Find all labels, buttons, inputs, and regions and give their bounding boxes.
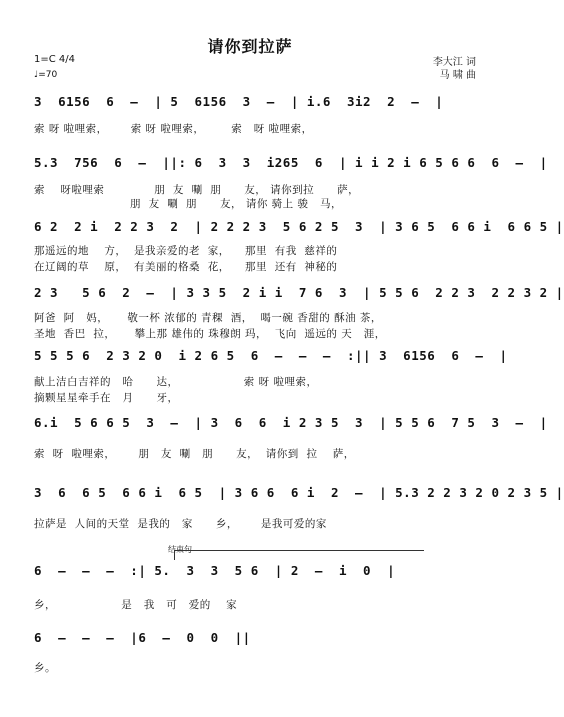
notation-row-7: 3 6 6 5 6 6 i 6 5 | 3 6 6 6 i 2 – | 5.3 2 2 3 2 0 2 3 5 | — [34, 485, 564, 500]
key-signature: 1=C 4/4 — [34, 54, 75, 65]
lyric-row-4-line-1: 阿爸 阿 妈， 敬一杯 浓郁的 青稞 酒， 喝一碗 香甜的 酥油 茶， — [34, 312, 382, 324]
notation-row-6: 6.i 5 6 6 5 3 – | 3 6 6 i 2 3 5 3 | 5 5 6 7 5 3 – | — [34, 415, 548, 430]
lyric-row-5-line-1: 献上洁白吉祥的 哈 达， 索 呀 啦哩索， — [34, 376, 318, 388]
ending-marker-tick — [174, 550, 175, 560]
lyric-row-9-line-1: 乡。 — [34, 662, 56, 674]
lyric-row-6-line-1: 索 呀 啦哩索， 朋 友 唰 朋 友， 请你到 拉 萨， — [34, 448, 355, 460]
lyric-row-7-line-1: 拉萨是 人间的天堂 是我的 家 乡， 是我可爱的家 — [34, 518, 327, 530]
notation-row-1: 3 6156 6 – | 5 6156 3 – | i.6 3i2 2 – | — [34, 94, 444, 109]
lyric-row-2-line-1: 索 呀啦哩索 朋 友 唰 朋 友， 请你到拉 萨， — [34, 184, 360, 196]
notation-row-4: 2 3 5 6 2 – | 3 3 5 2 i i 7 6 3 | 5 5 6 2 2 3 2 2 3 2 | — [34, 285, 564, 300]
lyric-row-3-line-2: 在辽阔的草 原， 有美丽的格桑 花， 那里 还有 神秘的 — [34, 261, 338, 273]
ending-marker-label: 结束句 — [168, 545, 192, 554]
composer-credit: 马 啸 曲 — [439, 70, 476, 81]
song-title: 请你到拉萨 — [207, 37, 293, 56]
notation-row-3: 6 2 2 i 2 2 3 2 | 2 2 2 3 5 6 2 5 3 | 3 6 5 6 6 i 6 6 5 | — [34, 219, 564, 234]
notation-row-9: 6 – – – |6 – 0 0 || — [34, 630, 251, 645]
notation-row-5: 5 5 5 6 2 3 2 0 i 2 6 5 6 – – – :|| 3 6156 6 – | — [34, 348, 508, 363]
tempo-marking: ♩=70 — [34, 70, 58, 80]
lyricist-credit: 李大江 词 — [432, 57, 476, 68]
lyric-row-1-line-1: 索 呀 啦哩索， 索 呀 啦哩索， 索 呀 啦哩索， — [34, 123, 313, 135]
credits — [433, 56, 476, 82]
lyric-row-4-line-2: 圣地 香巴 拉， 攀上那 雄伟的 珠穆朗 玛， 飞向 遥远的 天 涯， — [34, 328, 386, 340]
notation-row-8: 6 – – – :| 5. 3 3 5 6 | 2 – i 0 | — [34, 563, 396, 578]
lyric-row-3-line-1: 那遥远的地 方， 是我亲爱的老 家， 那里 有我 慈祥的 — [34, 245, 338, 257]
notation-row-2: 5.3 756 6 – ||: 6 3 3 i265 6 | i i 2 i 6 5 6 6 6 – | — [34, 155, 548, 170]
ending-marker-bracket — [174, 550, 424, 551]
lyric-row-5-line-2: 摘颗星星牵手在 月 牙， — [34, 392, 179, 404]
lyric-row-8-line-1: 乡， 是 我 可 爱的 家 — [34, 599, 238, 611]
lyric-row-2-line-2: 朋 友 唰 朋 友， 请你 骑上 骏 马， — [34, 198, 343, 210]
